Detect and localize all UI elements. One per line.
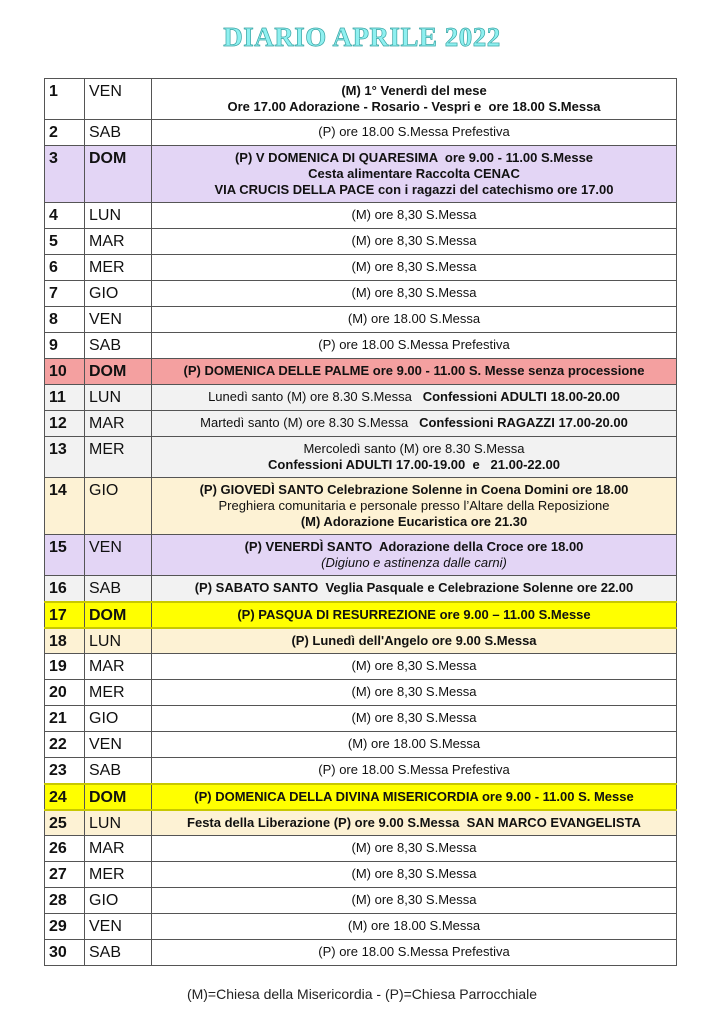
day-number: 5 — [45, 229, 85, 255]
event-description — [152, 411, 677, 437]
day-number: 23 — [45, 758, 85, 784]
table-row — [45, 784, 677, 810]
table-row — [45, 576, 677, 602]
table-row — [45, 602, 677, 628]
day-number: 13 — [45, 437, 85, 478]
table-row — [45, 535, 677, 576]
day-number: 24 — [45, 784, 85, 810]
event-description — [152, 385, 677, 411]
day-number: 1 — [45, 79, 85, 120]
event-description — [152, 255, 677, 281]
event-description — [152, 478, 677, 535]
table-row — [45, 146, 677, 203]
diary-table-body — [45, 79, 677, 966]
event-line: (P) PASQUA DI RESURREZIONE ore 9.00 – 11.00 S.Messe — [237, 606, 591, 622]
day-of-week: LUN — [85, 385, 152, 411]
table-row — [45, 203, 677, 229]
event-description — [152, 229, 677, 255]
day-number: 22 — [45, 732, 85, 758]
day-number: 26 — [45, 836, 85, 862]
day-number: 18 — [45, 628, 85, 654]
event-line: (M) ore 8,30 S.Messa — [351, 233, 477, 248]
day-of-week: MAR — [85, 654, 152, 680]
event-line: (P) ore 18.00 S.Messa Prefestiva — [318, 124, 510, 139]
event-line: (P) GIOVEDÌ SANTO Celebrazione Solenne in Coena Domini ore 18.00 — [199, 482, 629, 497]
day-of-week: MER — [85, 862, 152, 888]
event-description — [152, 79, 677, 120]
event-line: (M) ore 8,30 S.Messa — [351, 285, 477, 300]
event-line: (P) ore 18.00 S.Messa Prefestiva — [318, 762, 510, 777]
table-row — [45, 732, 677, 758]
day-number: 25 — [45, 810, 85, 836]
event-line: (P) Lunedì dell'Angelo ore 9.00 S.Messa — [291, 632, 537, 648]
event-line: (M) ore 18.00 S.Messa — [347, 736, 481, 751]
day-number: 6 — [45, 255, 85, 281]
diary-table — [44, 78, 677, 966]
event-description — [152, 307, 677, 333]
day-number: 15 — [45, 535, 85, 576]
event-line: (M) 1° Venerdì del mese — [341, 83, 487, 98]
legend-note: (M)=Chiesa della Misericordia - (P)=Chiesa Parrocchiale — [186, 986, 538, 1002]
day-of-week: DOM — [85, 359, 152, 385]
event-description — [152, 602, 677, 628]
day-of-week: SAB — [85, 576, 152, 602]
day-of-week: LUN — [85, 203, 152, 229]
event-line: (M) ore 8,30 S.Messa — [351, 207, 477, 222]
day-of-week: SAB — [85, 120, 152, 146]
day-number: 28 — [45, 888, 85, 914]
table-row — [45, 411, 677, 437]
event-description — [152, 758, 677, 784]
event-description — [152, 576, 677, 602]
day-of-week: VEN — [85, 732, 152, 758]
day-of-week: GIO — [85, 888, 152, 914]
event-line: Mercoledì santo (M) ore 8.30 S.Messa — [303, 441, 525, 456]
day-of-week: MAR — [85, 411, 152, 437]
day-of-week: LUN — [85, 810, 152, 836]
event-line: (M) ore 8,30 S.Messa — [351, 866, 477, 881]
event-line: (M) ore 8,30 S.Messa — [351, 259, 477, 274]
day-of-week: GIO — [85, 478, 152, 535]
day-number: 10 — [45, 359, 85, 385]
event-description — [152, 333, 677, 359]
table-row — [45, 120, 677, 146]
event-description — [152, 784, 677, 810]
table-row — [45, 888, 677, 914]
table-row — [45, 810, 677, 836]
event-line-part: Confessioni RAGAZZI 17.00-20.00 — [419, 415, 628, 430]
event-line: Festa della Liberazione (P) ore 9.00 S.Messa SAN MARCO EVANGELISTA — [187, 814, 641, 830]
event-description — [152, 836, 677, 862]
table-row — [45, 385, 677, 411]
day-of-week: SAB — [85, 758, 152, 784]
table-row — [45, 307, 677, 333]
event-line: Cesta alimentare Raccolta CENAC — [308, 166, 520, 181]
day-of-week: MER — [85, 680, 152, 706]
day-of-week: VEN — [85, 307, 152, 333]
event-line: (M) ore 18.00 S.Messa — [347, 918, 481, 933]
day-number: 2 — [45, 120, 85, 146]
day-of-week: MAR — [85, 229, 152, 255]
day-of-week: VEN — [85, 535, 152, 576]
table-row — [45, 478, 677, 535]
page-title: DIARIO APRILE 2022 — [223, 22, 501, 52]
event-line: (M) ore 18.00 S.Messa — [347, 311, 481, 326]
event-description — [152, 359, 677, 385]
table-row — [45, 654, 677, 680]
day-number: 3 — [45, 146, 85, 203]
event-line: (M) ore 8,30 S.Messa — [351, 658, 477, 673]
event-description — [152, 862, 677, 888]
event-description — [152, 940, 677, 966]
event-description — [152, 706, 677, 732]
day-of-week: MER — [85, 437, 152, 478]
day-number: 4 — [45, 203, 85, 229]
day-of-week: MAR — [85, 836, 152, 862]
day-of-week: DOM — [85, 784, 152, 810]
day-number: 7 — [45, 281, 85, 307]
event-line: VIA CRUCIS DELLA PACE con i ragazzi del catechismo ore 17.00 — [214, 182, 614, 197]
event-line-part: Martedì santo (M) ore 8.30 S.Messa — [200, 415, 420, 430]
event-description — [152, 680, 677, 706]
event-line-part: Confessioni ADULTI 18.00-20.00 — [422, 389, 620, 404]
table-row — [45, 758, 677, 784]
day-number: 11 — [45, 385, 85, 411]
event-line: (P) ore 18.00 S.Messa Prefestiva — [318, 337, 510, 352]
event-description — [152, 120, 677, 146]
event-description — [152, 146, 677, 203]
table-row — [45, 359, 677, 385]
event-description — [152, 203, 677, 229]
table-row — [45, 706, 677, 732]
event-line: (M) ore 8,30 S.Messa — [351, 684, 477, 699]
day-of-week: GIO — [85, 706, 152, 732]
event-line: Confessioni ADULTI 17.00-19.00 e 21.00-22.00 — [268, 457, 560, 472]
event-line: (P) V DOMENICA DI QUARESIMA ore 9.00 - 11.00 S.Messe — [234, 150, 594, 165]
table-row — [45, 914, 677, 940]
day-number: 21 — [45, 706, 85, 732]
event-line — [156, 389, 672, 405]
table-row — [45, 281, 677, 307]
event-description — [152, 535, 677, 576]
event-description — [152, 732, 677, 758]
event-line: (M) ore 8,30 S.Messa — [351, 892, 477, 907]
table-row — [45, 255, 677, 281]
event-line: (P) VENERDÌ SANTO Adorazione della Croce ore 18.00 — [244, 539, 584, 554]
event-line — [156, 415, 672, 431]
event-line: (M) ore 8,30 S.Messa — [351, 710, 477, 725]
table-row — [45, 333, 677, 359]
day-number: 30 — [45, 940, 85, 966]
table-row — [45, 628, 677, 654]
event-description — [152, 437, 677, 478]
day-number: 14 — [45, 478, 85, 535]
day-number: 17 — [45, 602, 85, 628]
day-of-week: DOM — [85, 602, 152, 628]
day-of-week: SAB — [85, 940, 152, 966]
event-line: (Digiuno e astinenza dalle carni) — [321, 555, 507, 570]
table-row — [45, 862, 677, 888]
event-line: (M) Adorazione Eucaristica ore 21.30 — [300, 514, 528, 529]
day-of-week: DOM — [85, 146, 152, 203]
day-number: 9 — [45, 333, 85, 359]
event-line-part: Lunedì santo (M) ore 8.30 S.Messa — [208, 389, 423, 404]
event-description — [152, 914, 677, 940]
day-of-week: MER — [85, 255, 152, 281]
table-row — [45, 437, 677, 478]
table-row — [45, 940, 677, 966]
day-of-week: SAB — [85, 333, 152, 359]
day-number: 16 — [45, 576, 85, 602]
table-row — [45, 229, 677, 255]
event-line: (P) SABATO SANTO Veglia Pasquale e Celebrazione Solenne ore 22.00 — [194, 580, 634, 595]
event-description — [152, 281, 677, 307]
event-line: (P) ore 18.00 S.Messa Prefestiva — [318, 944, 510, 959]
event-description — [152, 810, 677, 836]
event-line: (M) ore 8,30 S.Messa — [351, 840, 477, 855]
day-of-week: LUN — [85, 628, 152, 654]
day-number: 12 — [45, 411, 85, 437]
event-description — [152, 888, 677, 914]
day-number: 27 — [45, 862, 85, 888]
table-row — [45, 836, 677, 862]
day-number: 20 — [45, 680, 85, 706]
day-of-week: VEN — [85, 79, 152, 120]
event-line: (P) DOMENICA DELLE PALME ore 9.00 - 11.00 S. Messe senza processione — [183, 363, 645, 378]
event-description — [152, 628, 677, 654]
event-line: Ore 17.00 Adorazione - Rosario - Vespri e ore 18.00 S.Messa — [227, 99, 601, 114]
event-line: Preghiera comunitaria e personale presso l’Altare della Reposizione — [218, 498, 610, 513]
day-of-week: GIO — [85, 281, 152, 307]
day-number: 19 — [45, 654, 85, 680]
day-number: 8 — [45, 307, 85, 333]
table-row — [45, 79, 677, 120]
event-description — [152, 654, 677, 680]
day-of-week: VEN — [85, 914, 152, 940]
event-line: (P) DOMENICA DELLA DIVINA MISERICORDIA ore 9.00 - 11.00 S. Messe — [194, 788, 634, 804]
day-number: 29 — [45, 914, 85, 940]
table-row — [45, 680, 677, 706]
